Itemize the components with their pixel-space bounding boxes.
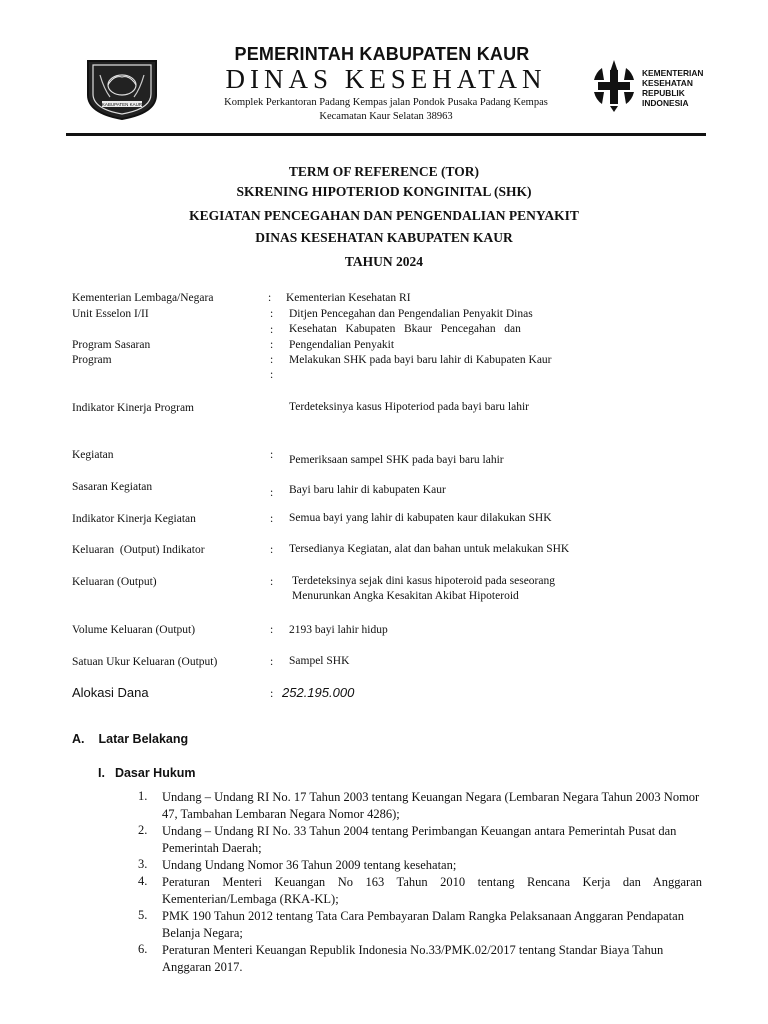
- label-ikk: Indikator Kinerja Kegiatan: [72, 513, 196, 525]
- label-unit: Unit Esselon I/II: [72, 308, 149, 320]
- doc-title-1: TERM OF REFERENCE (TOR): [288, 164, 480, 179]
- value-program-sasaran: Pengendalian Penyakit: [289, 339, 395, 351]
- value-ikp: Terdeteksinya kasus Hipoteriod pada bayi baru lahir: [289, 401, 529, 413]
- letterhead-address: Komplek Perkantoran Padang Kempas jalan Pondok Pusaka Padang Kempas Kecamatan Kaur Selatan 38963: [224, 97, 548, 122]
- list-item: Peraturan Menteri Keuangan Republik Indonesia No.33/PMK.02/2017 tentang Standar Biaya Tahun Anggaran 2017.: [162, 943, 664, 974]
- list-item: PMK 190 Tahun 2012 tentang Tata Cara Pembayaran Dalam Rangka Pelaksanaan Anggaran Pendapatan Belanja Negara;: [162, 909, 684, 940]
- colon: :: [270, 324, 274, 336]
- doc-title-2: SKRENING HIPOTERIOD KONGINITAL (SHK): [236, 184, 532, 199]
- list-item-number: 5.: [138, 908, 148, 922]
- label-kementerian: Kementerian Lembaga/Negara: [72, 292, 214, 304]
- kemenkes-wordmark: KEMENTERIAN KESEHATAN REPUBLIK INDONESIA: [642, 68, 704, 108]
- label-program-sasaran: Program Sasaran: [72, 339, 151, 351]
- list-item: Undang – Undang RI No. 17 Tahun 2003 tentang Keuangan Negara (Lembaran Negara Tahun 2003 Nomor 47, Tambahan Lembaran Negara Nomor 4286);: [162, 790, 700, 821]
- label-satuan: Satuan Ukur Keluaran (Output): [72, 656, 218, 668]
- value-sasaran-kegiatan: Bayi baru lahir di kabupaten Kaur: [289, 484, 446, 496]
- label-keluaran: Keluaran (Output): [72, 576, 157, 588]
- colon: :: [270, 576, 274, 588]
- value-ikk: Semua bayi yang lahir di kabupaten kaur dilakukan SHK: [289, 512, 552, 524]
- value-volume: 2193 bayi lahir hidup: [289, 624, 388, 636]
- value-unit-2: Kesehatan Kabupaten Bkaur Pencegahan dan: [289, 323, 521, 335]
- list-item: Undang – Undang RI No. 33 Tahun 2004 tentang Perimbangan Keuangan antara Pemerintah Pusat dan Pemerintah Daerah;: [162, 824, 677, 855]
- colon: :: [270, 487, 274, 499]
- label-alokasi-dana: Alokasi Dana: [72, 685, 149, 700]
- value-keluaran-2: Menurunkan Angka Kesakitan Akibat Hipoteroid: [292, 590, 519, 602]
- colon: :: [270, 308, 274, 320]
- svg-text:KABUPATEN KAUR: KABUPATEN KAUR: [101, 102, 143, 107]
- colon: :: [268, 292, 272, 304]
- value-keluaran-1: Terdeteksinya sejak dini kasus hipoteroid pada seseorang: [292, 575, 555, 587]
- value-satuan: Sampel SHK: [289, 655, 350, 667]
- colon: :: [270, 369, 274, 381]
- label-ikp: Indikator Kinerja Program: [72, 402, 194, 414]
- label-volume: Volume Keluaran (Output): [72, 624, 196, 636]
- value-unit-1: Ditjen Pencegahan dan Pengendalian Penyakit Dinas: [289, 308, 533, 320]
- list-item: Undang Undang Nomor 36 Tahun 2009 tentang kesehatan;: [162, 858, 457, 872]
- label-keluaran-indikator: Keluaran (Output) Indikator: [72, 544, 205, 556]
- list-item-number: 2.: [138, 823, 148, 837]
- subsection-heading-i: [98, 766, 196, 780]
- colon: :: [270, 339, 274, 351]
- value-kegiatan: Pemeriksaan sampel SHK pada bayi baru lahir: [289, 454, 504, 466]
- kemenkes-logo-icon: [588, 58, 640, 114]
- value-alokasi-dana: 252.195.000: [282, 685, 355, 700]
- subsection-title: Dasar Hukum: [114, 766, 196, 780]
- list-item-number: 1.: [138, 789, 148, 803]
- colon: :: [270, 513, 274, 525]
- section-heading-a: [72, 732, 188, 746]
- section-marker: A.: [72, 732, 85, 746]
- colon: :: [270, 354, 274, 366]
- list-item: Peraturan Menteri Keuangan No 163 Tahun 2010 tentang Rencana Kerja dan Anggaran Kementerian/Lembaga (RKA-KL);: [162, 875, 702, 906]
- section-title: Latar Belakang: [98, 732, 189, 746]
- value-keluaran-indikator: Tersedianya Kegiatan, alat dan bahan untuk melakukan SHK: [289, 543, 570, 555]
- value-program: Melakukan SHK pada bayi baru lahir di Kabupaten Kaur: [289, 354, 552, 366]
- list-item-number: 4.: [138, 874, 148, 888]
- doc-title-3: KEGIATAN PENCEGAHAN DAN PENGENDALIAN PENYAKIT: [189, 208, 579, 223]
- letterhead-divider: [66, 133, 706, 136]
- colon: :: [270, 544, 274, 556]
- list-item-number: 3.: [138, 857, 148, 871]
- colon: :: [270, 449, 274, 461]
- label-sasaran-kegiatan: Sasaran Kegiatan: [72, 481, 153, 493]
- value-kementerian: Kementerian Kesehatan RI: [286, 292, 411, 304]
- colon: :: [270, 624, 274, 636]
- label-kegiatan: Kegiatan: [72, 449, 114, 461]
- letterhead-government: PEMERINTAH KABUPATEN KAUR: [234, 44, 530, 64]
- list-item-number: 6.: [138, 942, 148, 956]
- colon: :: [270, 656, 274, 668]
- label-program: Program: [72, 354, 112, 366]
- colon: :: [270, 686, 274, 700]
- subsection-marker: I.: [98, 766, 105, 780]
- letterhead-agency: DINAS KESEHATAN: [225, 64, 547, 94]
- doc-title-4: DINAS KESEHATAN KABUPATEN KAUR: [255, 230, 513, 245]
- doc-title-5: TAHUN 2024: [344, 254, 424, 269]
